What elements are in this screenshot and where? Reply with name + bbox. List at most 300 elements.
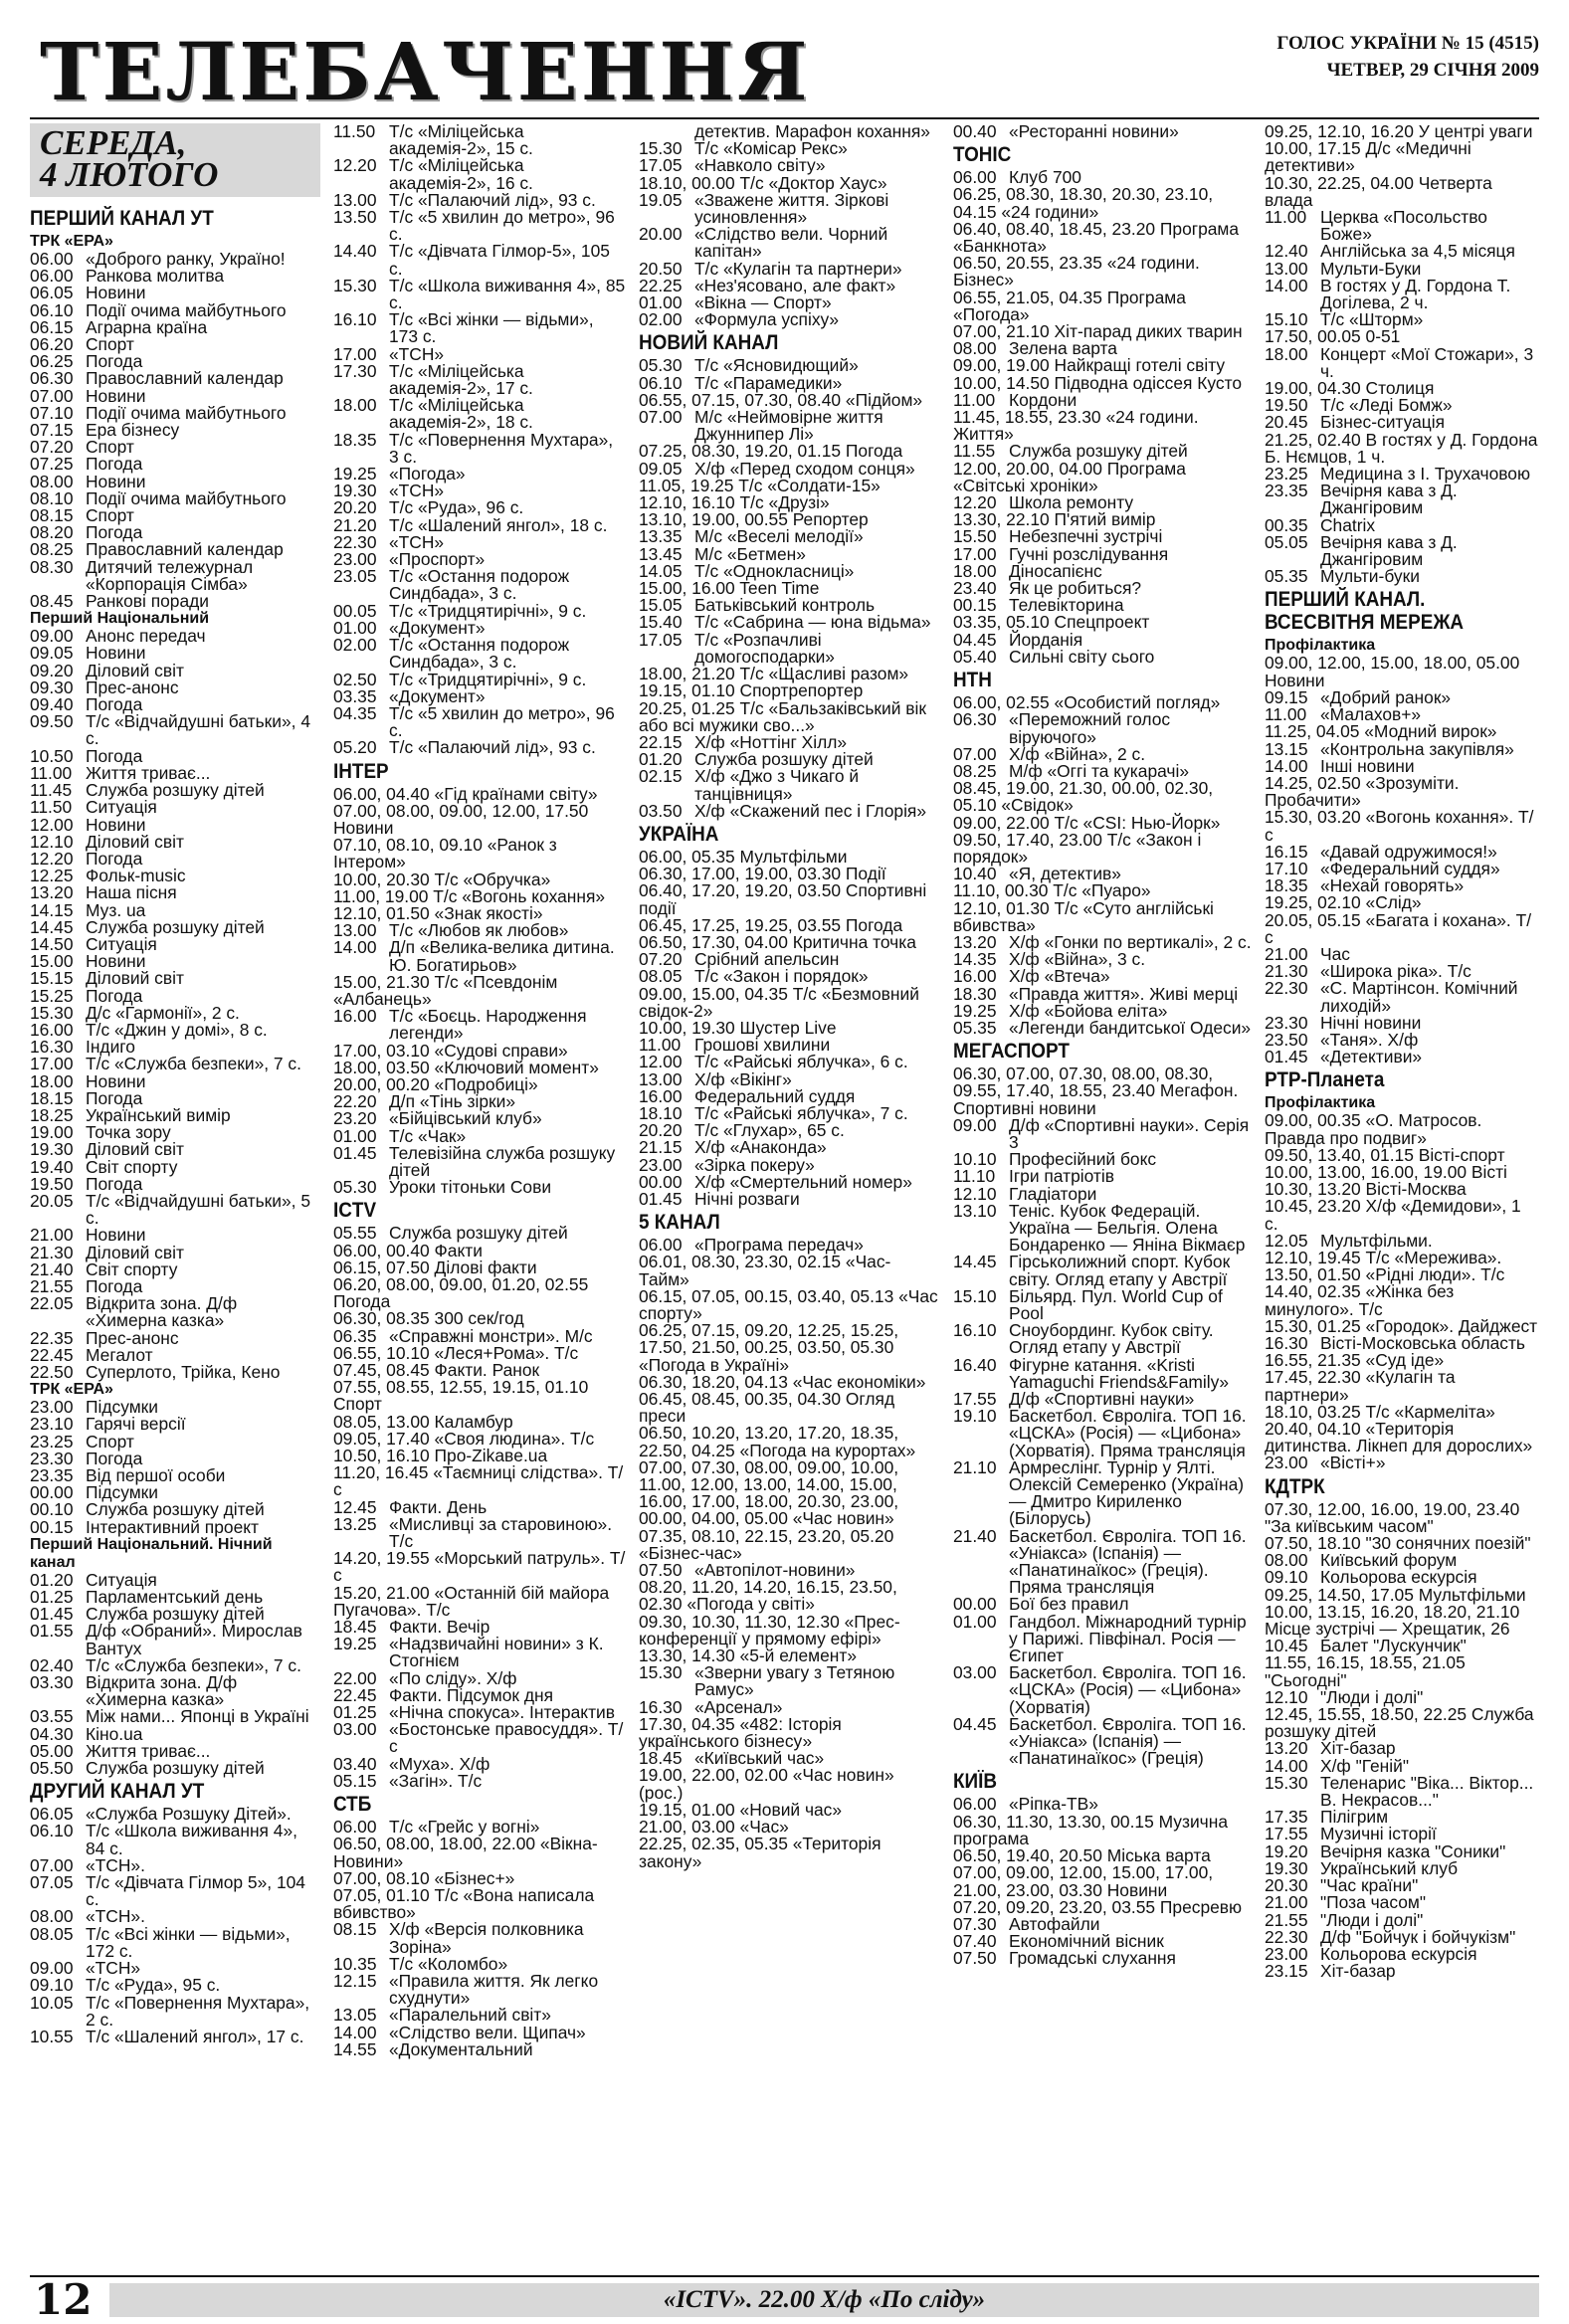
program-title: Ранкова молитва [86, 266, 225, 287]
program-time: 09.00 [30, 1958, 74, 1979]
program-entry [953, 1713, 1252, 1769]
program-time: 17.00 [953, 543, 997, 564]
program-title: Спецпроект [1054, 612, 1150, 633]
program-entry [639, 983, 940, 1021]
program-time: 06.25, 07.15, 09.20, 12.25, 15.25, 17.50, 21.50, 00.25, 03.50, 05.30 [639, 1320, 899, 1358]
program-time: 13.45 [639, 543, 683, 564]
program-title: Діловий світ [86, 1139, 184, 1160]
program-time: 20.40, 04.10 [1265, 1419, 1366, 1440]
program-entry [1265, 1706, 1539, 1740]
program-title: Події [845, 864, 886, 884]
program-time: 10.00, 14.50 [953, 372, 1055, 393]
program-title: Церква «Посольство Боже» [1320, 207, 1487, 245]
program-entry [333, 1276, 627, 1310]
program-time: 10.30, 22.25, 04.00 [1265, 172, 1419, 193]
program-entry [333, 939, 627, 973]
program-title: Т/с «Коломбо» [389, 1953, 508, 1974]
broadcaster-label: Перший Національний [30, 610, 210, 628]
program-entry [30, 1141, 320, 1158]
program-title: «Час» [739, 1817, 789, 1838]
program-time: 09.00 [953, 1114, 997, 1135]
program-time: 07.20 [639, 949, 683, 970]
program-title: «Модний вирок» [1364, 721, 1497, 742]
program-time: 06.50, 17.30, 04.00 [639, 931, 793, 952]
program-time: 16.30 [1265, 1333, 1308, 1353]
program-time: 13.00 [1265, 258, 1308, 279]
program-time: 01.20 [30, 1569, 74, 1590]
program-time: 11.10, 00.30 [953, 880, 1054, 901]
program-time: 06.01, 08.30, 23.30, 02.15 [639, 1252, 846, 1272]
program-entry [953, 372, 1252, 393]
program-time: 02.00 [639, 309, 683, 330]
program-time: 13.05 [333, 2005, 377, 2026]
program-time: 09.15 [1265, 686, 1308, 707]
program-time: 17.00 [333, 343, 377, 364]
program-title: Кольорова ескурсія [1320, 1567, 1477, 1588]
program-title: Служба розшуку дітей [86, 780, 265, 801]
program-title: Х/ф «Скажений пес і Глорія» [694, 800, 927, 821]
program-time: 09.50, 17.40, 23.00 [953, 829, 1107, 850]
program-entry [30, 1823, 320, 1856]
program-title: «Проспорт» [389, 549, 486, 570]
program-time: 17.30, 04.35 [639, 1713, 740, 1734]
program-time: 00.00 [30, 1482, 74, 1503]
program-title: Погода [86, 1448, 143, 1468]
program-time: 21.55 [30, 1275, 74, 1296]
program-title: Т/с «Відчайдушні батьки», 5 с. [86, 1190, 311, 1229]
program-time: 14.40, 02.35 [1265, 1281, 1366, 1302]
program-time: 09.30, 10.30, 11.30, 12.30 [639, 1611, 845, 1632]
program-title: «О. Матросов. Правда про подвиг» [1265, 1110, 1482, 1148]
program-time: 12.00, 20.00, 04.00 [953, 458, 1107, 479]
program-title: «Зрозуміти. Пробачити» [1265, 772, 1460, 811]
program-entry [333, 568, 627, 602]
program-title: Дитячий тележурнал «Корпорація Сімба» [86, 556, 254, 594]
program-title: «Паралельний світ» [389, 2005, 551, 2026]
program-title: Хіт-парад диких тварин [1054, 321, 1243, 342]
program-entry [639, 629, 940, 667]
program-title: Події очима майбутнього [86, 402, 287, 423]
program-title: Служба розшуку дітей [694, 749, 874, 770]
program-time: 13.00 [333, 189, 377, 210]
program-time: 10.35 [333, 1953, 377, 1974]
program-entry [30, 933, 320, 954]
program-title: Т/с «Мережива». [1365, 1247, 1502, 1267]
program-entry [333, 1008, 627, 1042]
program-time: 09.00, 12.00, 15.00, 18.00, 05.00 [1265, 653, 1520, 674]
program-entry [639, 1391, 940, 1425]
program-entry [30, 782, 320, 799]
program-time: 07.15 [30, 420, 74, 441]
program-title: Гучні розслідування [1009, 543, 1169, 564]
program-title: Кольорова ескурсія [1320, 1943, 1477, 1964]
program-title: Між нами... Японці в Україні [86, 1706, 309, 1727]
program-entry [30, 884, 320, 901]
program-time: 15.40 [639, 612, 683, 633]
program-title: Спортивні події [639, 880, 927, 918]
program-title: Уроки тітоньки Сови [389, 1177, 552, 1198]
program-title: Т/с «Райські яблучка», 7 с. [694, 1102, 908, 1123]
program-time: 09.05 [30, 643, 74, 664]
program-time: 12.20 [30, 848, 74, 869]
program-title: Х/ф «Гонки по вертикалі», 2 с. [1009, 931, 1252, 952]
program-time: 01.00 [333, 1125, 377, 1146]
program-entry [639, 409, 940, 443]
program-entry [333, 1582, 627, 1620]
program-title: Новини [86, 283, 146, 303]
program-entry [333, 311, 627, 345]
program-time: 22.45 [333, 1684, 377, 1705]
program-time: 12.45, 15.55, 18.50, 22.25 [1265, 1704, 1471, 1725]
program-title: М/с «Веселі мелодії» [694, 526, 864, 547]
program-time: 17.00 [30, 1054, 74, 1074]
program-time: 00.10 [30, 1499, 74, 1520]
issue-info [1276, 30, 1539, 84]
program-entry [1265, 1772, 1539, 1811]
program-time: 08.30 [30, 556, 74, 577]
program-title: Служба розшуку дітей [389, 1223, 568, 1244]
program-time: 07.25 [30, 454, 74, 475]
program-title: «Судові справи» [434, 1040, 568, 1061]
program-time: 03.00 [333, 1719, 377, 1740]
program-time: 22.30 [1265, 1926, 1308, 1947]
program-time: 10.00, 17.15 [1265, 138, 1366, 159]
program-entry [639, 1425, 940, 1458]
program-entry [333, 1721, 627, 1755]
program-title: Погода [86, 522, 143, 543]
program-time: 00.00 [953, 1594, 997, 1615]
program-title: Гандбол. Міжнародний турнір у Парижі. Півфінал. Росія — Єгипет [1009, 1611, 1247, 1666]
program-entry [333, 1884, 627, 1923]
program-title: Діловий світ [86, 968, 184, 989]
program-entry [1265, 809, 1539, 843]
program-title: Ситуація [86, 933, 157, 954]
program-title: «Ріпка-ТВ» [1009, 1794, 1098, 1815]
program-entry [30, 916, 320, 937]
program-time: 23.50 [1265, 1029, 1308, 1050]
program-title: Погода [845, 441, 903, 462]
program-entry [953, 614, 1252, 631]
program-title: Хіт-базар [1320, 1961, 1396, 1982]
program-title: Погода [86, 1173, 143, 1194]
program-time: 11.00 [639, 1035, 682, 1056]
program-entry [30, 1623, 320, 1656]
program-title: «По сліду». Х/ф [389, 1667, 517, 1688]
program-title: «Суд іде» [1365, 1350, 1445, 1371]
program-title: Т/с «Леді Бомж» [1320, 395, 1453, 416]
program-time: 17.50, 00.05 [1265, 326, 1366, 347]
program-entry [333, 739, 627, 756]
program-time: 20.00, 00.20 [333, 1073, 435, 1094]
program-entry [30, 456, 320, 473]
program-title: Шустер Live [739, 1017, 837, 1038]
footer-rule [30, 2275, 1539, 2277]
program-time: 08.10 [30, 487, 74, 508]
program-time: 06.00 [639, 1235, 683, 1256]
program-time: 12.10 [30, 831, 74, 852]
program-title: Факти. Вечір [389, 1617, 490, 1638]
program-title: Як це робиться? [1009, 578, 1142, 599]
schedule-column-5 [1265, 123, 1539, 2267]
program-time: 18.45 [333, 1617, 377, 1638]
program-entry [333, 243, 627, 277]
program-time: 07.00 [30, 385, 74, 406]
program-time: 09.00, 00.35 [1265, 1110, 1366, 1131]
program-time: 12.00 [639, 1052, 683, 1072]
program-title: Погода [845, 914, 903, 935]
program-title: Від першої особи [86, 1465, 226, 1486]
tv-schedule [30, 123, 1539, 2267]
program-time: 06.15, 07.50 [333, 1257, 435, 1277]
program-title: Т/с «Дівчата Гілмор-5», 105 с. [389, 241, 610, 279]
program-title: Д/ф «Обраний». Мирослав Вантух [86, 1621, 302, 1658]
program-time: 22.30 [1265, 978, 1308, 999]
program-time: 09.20 [30, 660, 74, 680]
program-title: Телевізійна служба розшуку дітей [389, 1142, 616, 1180]
program-title: детектив. Марафон кохання» [694, 123, 930, 141]
program-title: «Зірка покеру» [694, 1154, 815, 1175]
program-time: 16.00 [333, 1006, 377, 1027]
program-entry [30, 556, 320, 594]
program-title: Х/ф «Смертельний номер» [694, 1171, 912, 1192]
program-title: «Загін». Т/с [389, 1770, 483, 1791]
program-time: 13.10, 19.00, 00.55 [639, 509, 793, 530]
channel-heading: НОВИЙ КАНАЛ [639, 331, 779, 355]
program-title: Діловий світ [86, 660, 184, 680]
program-time: 15.10 [953, 1285, 997, 1306]
program-time: 16.00 [953, 966, 997, 987]
program-title: «Детективи» [1320, 1047, 1423, 1067]
program-entry [333, 2007, 627, 2024]
program-title: «Таня». Х/ф [1320, 1029, 1419, 1050]
program-title: «Я, детектив» [1009, 864, 1121, 884]
program-title: Програма «Погода» [953, 287, 1186, 324]
program-title: «Арсенал» [694, 1696, 783, 1717]
program-time: 07.05 [30, 1872, 74, 1893]
program-entry [953, 646, 1252, 667]
program-title: «482: Історія українського бізнесу» [639, 1713, 842, 1752]
issue-number: ГОЛОС УКРАЇНИ № 15 (4515) [1276, 33, 1539, 54]
program-time: 22.05 [30, 1293, 74, 1314]
program-title: «Надзвичайні новини» з К. Стогнієм [389, 1634, 604, 1671]
program-time: 19.30 [30, 1139, 74, 1160]
program-title: «Городок». Дайджест [1365, 1315, 1538, 1336]
program-time: 06.10 [30, 1821, 74, 1841]
program-title: Огляд преси [639, 1389, 895, 1427]
program-time: 12.20 [333, 155, 377, 176]
program-entry [953, 1864, 1252, 1898]
program-title: Т/с «Остання подорож Синдбада», 3 с. [389, 635, 570, 673]
program-entry [30, 1070, 320, 1091]
program-entry [953, 1896, 1252, 1917]
program-time: 22.45 [30, 1344, 74, 1365]
program-entry [1265, 1421, 1539, 1454]
program-entry [639, 1767, 940, 1801]
program-entry [639, 1611, 940, 1648]
program-entry [639, 1664, 940, 1698]
program-title: «Документальний [389, 2038, 533, 2059]
program-title: Вечірня кава з Д. Джангіровим [1320, 531, 1458, 570]
program-entry [1265, 655, 1539, 688]
program-title: Х/ф «Втеча» [1009, 966, 1110, 987]
program-time: 06.00 [30, 266, 74, 287]
program-time: 07.05, 01.10 [333, 1884, 435, 1905]
program-time: 06.00, 02.55 [953, 692, 1055, 713]
program-title: Т/с «Вона написала вбивство» [333, 1884, 595, 1923]
program-time: 01.45 [1265, 1047, 1308, 1067]
program-entry [639, 1836, 940, 1869]
program-time: 19.25 [333, 1634, 377, 1654]
program-time: 12.05 [1265, 1230, 1308, 1251]
page-number: 12 [34, 2275, 93, 2324]
program-time: 13.20 [30, 882, 74, 903]
program-entry [333, 1770, 627, 1791]
program-entry [953, 1114, 1252, 1152]
program-title: «Вісті+» [1320, 1452, 1386, 1473]
program-time: 05.35 [953, 1017, 997, 1038]
channel-heading: РТР-Планета [1265, 1068, 1385, 1092]
program-time: 06.30 [953, 709, 997, 730]
program-time: 23.30 [30, 1448, 74, 1468]
program-title: Йорданія [1009, 629, 1083, 650]
program-entry [333, 637, 627, 671]
program-entry [1265, 909, 1539, 947]
program-title: «Переможний голос віруючого» [1009, 709, 1171, 747]
channel-heading: ПЕРШИЙ КАНАЛ. ВСЕСВІТНЯ МЕРЕЖА [1265, 588, 1465, 635]
program-title: Х/ф «Вікінг» [694, 1068, 792, 1089]
program-title: Погода [86, 1087, 143, 1108]
page-header [30, 22, 1539, 121]
program-time: 19.25, 02.10 [1265, 892, 1366, 913]
program-title: Т/с «Тридцятирічні», 9 с. [389, 600, 587, 621]
program-title: «Слідство вели. Чорний капітан» [694, 224, 888, 262]
program-time: 15.20, 21.00 [333, 1582, 435, 1603]
program-title: «Програма передач» [694, 1235, 864, 1256]
program-title: «ТСН». [86, 1906, 145, 1927]
program-title: Т/с «Служба безпеки», 7 с. [86, 1054, 301, 1074]
program-time: 09.10 [1265, 1567, 1308, 1588]
program-time: 07.25, 08.30, 19.20, 01.15 [639, 441, 846, 462]
program-time: 07.30, 12.00, 16.00, 19.00, 23.40 [1265, 1498, 1520, 1519]
program-title: Т/с «Дівчата Гілмор 5», 104 с. [86, 1872, 305, 1910]
program-entry [30, 1923, 320, 1961]
program-title: Т/с «Повернення Мухтара», 3 с. [389, 429, 614, 467]
program-time: 21.40 [953, 1525, 997, 1546]
program-time: 16.00 [30, 1019, 74, 1040]
program-entry [30, 507, 320, 524]
program-entry [30, 970, 320, 987]
broadcaster-label: ТРК «ЕРА» [30, 233, 113, 250]
program-time: 11.55 [953, 441, 996, 462]
program-time: 09.50 [30, 711, 74, 732]
program-title: Муз. ua [86, 899, 146, 920]
program-time: 05.20 [333, 737, 377, 758]
program-time: 10.05 [30, 1992, 74, 2013]
program-time: 20.30 [1265, 1875, 1308, 1896]
program-title: Х/ф «Анаконда» [694, 1137, 827, 1158]
program-title: Новини [1265, 670, 1325, 690]
program-time: 08.00 [30, 471, 74, 491]
program-title: Chatrix [1320, 514, 1376, 535]
program-time: 06.35 [333, 1325, 377, 1346]
program-title: Мегалот [86, 1344, 153, 1365]
program-time: 19.30 [333, 481, 377, 501]
program-title: Спорт [86, 505, 134, 526]
program-title: «Час новин» [792, 1508, 894, 1529]
program-title: Х/ф «Ноттінг Хілл» [694, 731, 848, 752]
program-time: 16.10 [333, 309, 377, 330]
program-title: Автофайли [1009, 1913, 1100, 1934]
program-entry [30, 1708, 320, 1725]
program-entry [953, 218, 1252, 257]
program-time: 09.00, 15.00, 04.35 [639, 983, 793, 1004]
program-time: 09.00 [30, 626, 74, 647]
program-time: 04.45 [953, 1713, 997, 1734]
program-title: Д/п «Тінь зірки» [389, 1091, 516, 1112]
program-title: «Вікна — Спорт» [694, 292, 832, 313]
program-time: 09.00, 19.00 [953, 355, 1055, 376]
program-time: 05.30 [639, 355, 683, 376]
program-time: 12.10 [953, 1183, 997, 1204]
program-title: Т/с «Розпачливі домогосподарки» [694, 629, 835, 667]
program-time: 11.25, 04.05 [1265, 721, 1365, 742]
program-title: Міська варта [1106, 1845, 1211, 1866]
program-entry [30, 1364, 320, 1381]
program-entry [30, 1227, 320, 1244]
program-time: 19.40 [30, 1156, 74, 1177]
program-time: 15.30 [1265, 1772, 1308, 1793]
program-time: 09.05 [639, 458, 683, 479]
program-time: 01.00 [953, 1611, 997, 1632]
program-time: 20.45 [1265, 412, 1308, 433]
program-entry [1265, 1112, 1539, 1146]
program-entry [30, 1674, 320, 1708]
channel-heading: ТОНІС [953, 143, 1012, 167]
program-title: Т/с «Райські яблучка», 6 с. [694, 1052, 908, 1072]
program-title: Критична точка [792, 931, 916, 952]
program-title: «Нічна спокуса». Інтерактив [389, 1702, 615, 1723]
program-title: Небезпечні зустрічі [1009, 526, 1163, 547]
program-entry [639, 800, 940, 821]
program-title: «Муха». Х/ф [389, 1753, 490, 1774]
program-time: 11.00 [1265, 704, 1307, 725]
program-title: «Служба Розшуку Дітей». [86, 1804, 292, 1825]
program-title: Репортер [792, 509, 869, 530]
program-title: Погода [86, 1275, 143, 1296]
day-heading: СЕРЕДА, 4 ЛЮТОГО [30, 123, 320, 197]
program-time: 01.55 [30, 1621, 74, 1642]
program-title: «Час спорту» [639, 1285, 938, 1323]
channel-heading: НТН [953, 669, 992, 692]
program-title: «Погода» [389, 464, 466, 484]
program-time: 14.35 [953, 949, 997, 970]
program-time: 23.10 [30, 1414, 74, 1435]
program-time: 06.20, 08.00, 09.00, 01.20, 02.55 [333, 1274, 589, 1294]
program-entry [1265, 980, 1539, 1014]
program-entry [953, 711, 1252, 745]
program-title: Т/с «Міліцейська академія-2», 16 с. [389, 155, 533, 193]
program-title: Аграрна країна [86, 316, 208, 337]
program-title: Суперлото, Трійка, Кено [86, 1362, 281, 1382]
program-entry [1265, 531, 1539, 570]
program-title: Теніс. Кубок Федерацій. Україна — Бельгія. Олена Бондаренко — Яніна Вікмаєр [1009, 1200, 1246, 1256]
program-title: «Леся+Рома». Т/с [434, 1342, 579, 1363]
program-time: 18.10, 03.25 [1265, 1401, 1366, 1422]
program-title: Д/п «Велика-велика дитина. Ю. Богатирьов» [389, 937, 615, 975]
program-time: 18.10 [639, 1102, 683, 1123]
program-time: 06.15, 07.05, 00.15, 03.40, 05.13 [639, 1285, 899, 1306]
program-time: 10.10 [953, 1149, 997, 1170]
